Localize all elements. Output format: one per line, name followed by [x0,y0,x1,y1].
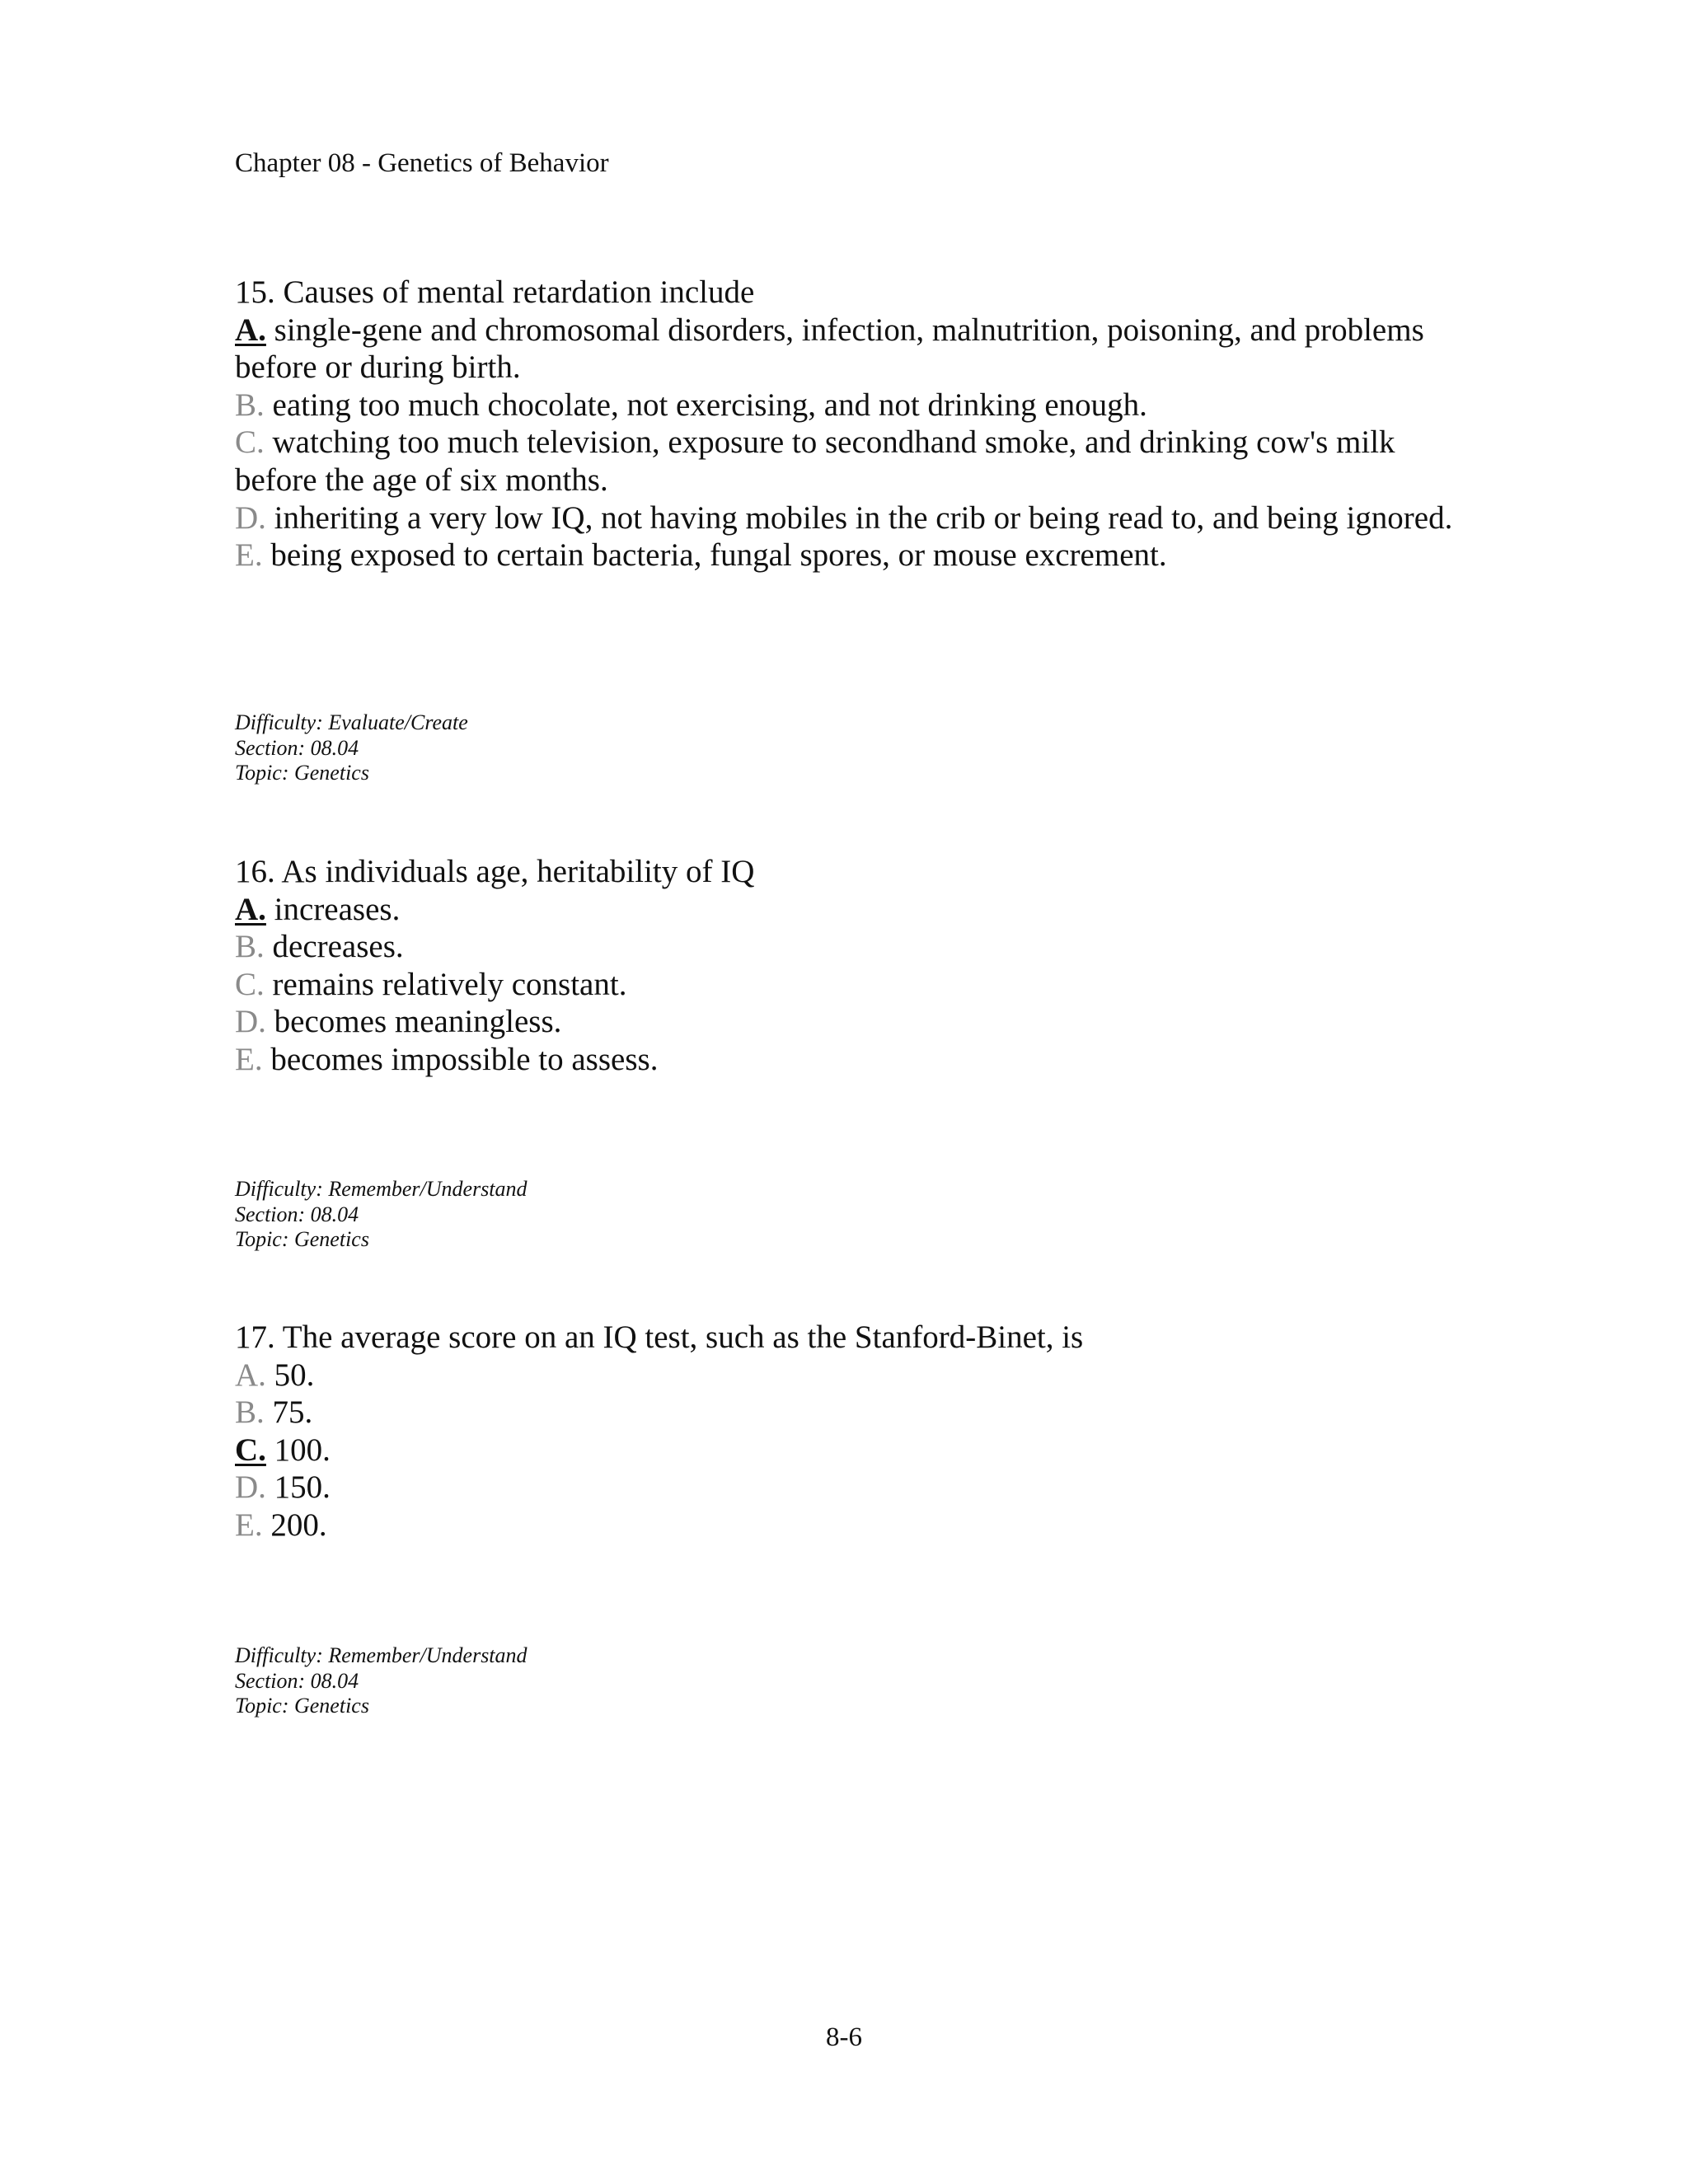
option-c [235,1432,1471,1469]
option-a [235,891,1471,929]
option-letter: C. [235,1432,266,1468]
question-16 [235,853,1471,1079]
option-letter: B. [235,387,265,423]
question-stem: 17. The average score on an IQ test, such as the Stanford-Binet, is [235,1319,1084,1355]
option-b [235,387,1471,424]
question-17 [235,1319,1471,1544]
option-text: increases. [265,891,401,927]
option-letter: C. [235,966,265,1002]
difficulty-label: Difficulty: Evaluate/Create [235,710,468,734]
option-e [235,537,1471,574]
option-text: remains relatively constant. [264,966,627,1002]
section-label: Section: 08.04 [235,735,359,760]
option-b [235,1394,1471,1432]
question-stem: 16. As individuals age, heritability of IQ [235,854,755,889]
option-letter: E. [235,537,263,574]
difficulty-label: Difficulty: Remember/Understand [235,1643,528,1667]
option-letter: D. [235,499,266,536]
option-letter: A. [235,891,266,927]
option-letter: E. [235,1041,263,1077]
option-d [235,499,1471,537]
option-d [235,1003,1471,1041]
option-c [235,966,1471,1004]
option-text: 75. [264,1394,313,1431]
option-text: becomes impossible to assess. [262,1041,659,1077]
option-text: 50. [265,1357,315,1393]
option-letter: D. [235,1004,266,1040]
section-label: Section: 08.04 [235,1668,359,1693]
question-metadata [235,1643,528,1719]
option-text: 150. [265,1469,331,1506]
page-number: 8-6 [826,2022,862,2052]
option-text: decreases. [264,929,404,965]
option-letter: D. [235,1469,266,1506]
question-metadata [235,1177,528,1253]
section-label: Section: 08.04 [235,1202,359,1226]
question-metadata [235,710,468,786]
option-letter: C. [235,424,265,461]
option-letter: B. [235,1394,265,1431]
option-text: eating too much chocolate, not exercising, and not drinking enough. [264,387,1147,423]
topic-label: Topic: Genetics [235,761,369,785]
option-text: becomes meaningless. [265,1004,562,1040]
option-letter: A. [235,312,266,348]
option-text: inheriting a very low IQ, not having mobiles in the crib or being read to, and being ignored. [265,499,1453,536]
topic-label: Topic: Genetics [235,1694,369,1718]
option-letter: A. [235,1357,266,1393]
option-a [235,312,1471,387]
option-letter: B. [235,929,265,965]
option-text: single-gene and chromosomal disorders, infection, malnutrition, poisoning, and problems before or during birth. [235,312,1424,386]
option-letter: E. [235,1507,263,1543]
option-a [235,1357,1471,1394]
page-header: Chapter 08 - Genetics of Behavior [235,148,609,178]
option-text: 100. [265,1432,331,1468]
option-text: watching too much television, exposure to secondhand smoke, and drinking cow's milk before the age of six months. [235,424,1395,498]
question-15 [235,274,1471,574]
option-c [235,424,1471,499]
option-e [235,1041,1471,1079]
option-b [235,928,1471,966]
option-e [235,1507,1471,1544]
difficulty-label: Difficulty: Remember/Understand [235,1177,528,1201]
topic-label: Topic: Genetics [235,1227,369,1251]
question-stem: 15. Causes of mental retardation include [235,274,755,310]
option-text: 200. [262,1507,327,1543]
option-d [235,1469,1471,1507]
option-text: being exposed to certain bacteria, fungal spores, or mouse excrement. [262,537,1167,574]
